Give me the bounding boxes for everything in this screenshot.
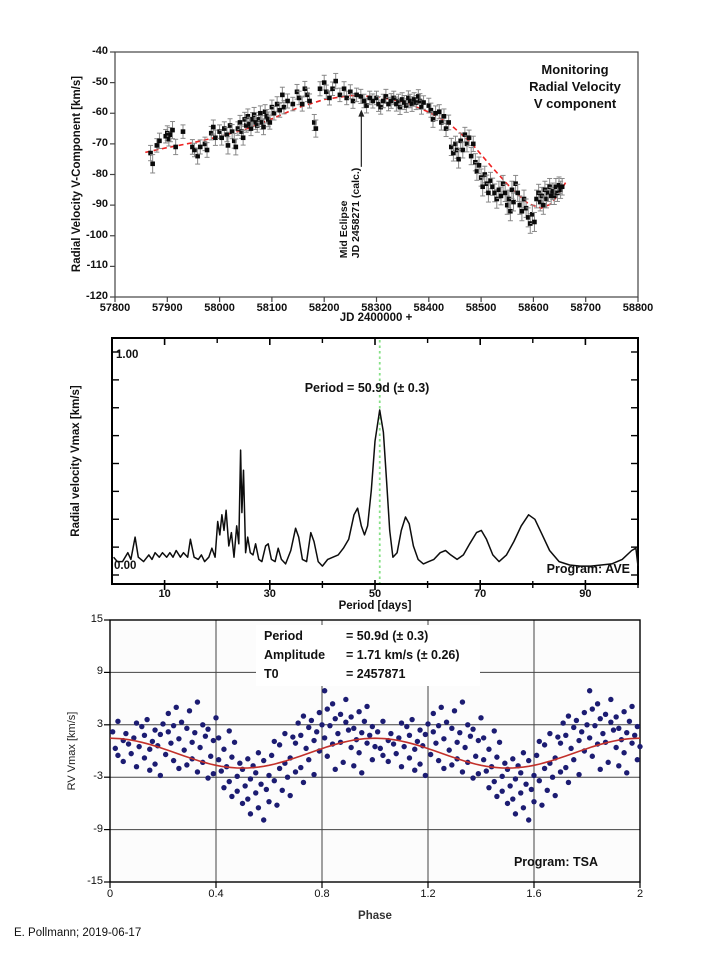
c2-y-axis-title: Radial velocity Vmax [km/s] — [70, 385, 82, 537]
c2-program-label: Program: AVE — [546, 562, 630, 576]
c1-title-line1: Monitoring — [541, 62, 609, 77]
tick-label: 58600 — [518, 302, 549, 314]
c2-x-axis-title: Period [days] — [338, 600, 412, 612]
tick-label: 57800 — [99, 302, 131, 314]
c3-x-axis-title: Phase — [358, 910, 392, 922]
tick-label: 58800 — [622, 302, 654, 314]
tick-label: -50 — [92, 75, 108, 88]
tick-label: 0.8 — [314, 888, 330, 900]
tick-label: -15 — [87, 875, 103, 887]
tick-label: 57900 — [152, 302, 183, 314]
tick-label: -110 — [86, 259, 108, 272]
c3-fit-t0-value: = 2457871 — [346, 667, 406, 681]
tick-label: 10 — [158, 588, 171, 600]
c1-title-line3: V component — [533, 96, 617, 111]
c3-fit-period-value: = 50.9d (± 0.3) — [346, 629, 429, 643]
tick-label: 50 — [368, 588, 382, 600]
tick-label: 3 — [96, 717, 103, 730]
tick-label: 0.4 — [208, 888, 224, 900]
tick-label: -40 — [92, 45, 108, 57]
tick-label: 2 — [636, 888, 644, 900]
c1-mid-eclipse-line1: Mid Eclipse — [338, 200, 350, 259]
c2-ymin-label: 0.00 — [114, 560, 137, 572]
tick-label: -9 — [93, 822, 103, 835]
c2-power-spectrum-curve — [114, 410, 638, 566]
tick-label: -60 — [92, 106, 108, 119]
tick-label: 58300 — [361, 302, 392, 314]
tick-label: 15 — [90, 613, 103, 625]
c3-fit-t0-label: T0 — [264, 667, 279, 681]
c1-y-axis-title: Radial Velocity V-Component [km/s] — [71, 75, 83, 273]
tick-label: 70 — [474, 588, 487, 600]
c2-period-annotation: Period = 50.9d (± 0.3) — [304, 381, 430, 395]
tick-label: 58700 — [570, 302, 601, 314]
tick-label: -90 — [92, 198, 108, 211]
c1-eclipse-arrowhead — [358, 110, 364, 117]
c3-fit-period-label: Period — [264, 629, 303, 643]
credit-footer: E. Pollmann; 2019-06-17 — [14, 927, 142, 939]
c1-title-line2: Radial Velocity — [529, 79, 621, 94]
c3-fit-row-period — [264, 627, 476, 646]
c3-fit-amplitude-label: Amplitude — [264, 648, 326, 662]
tick-label: 58000 — [204, 302, 235, 314]
tick-label: -80 — [92, 167, 108, 180]
tick-label: 1.6 — [526, 888, 542, 900]
tick-label: 90 — [579, 588, 592, 600]
tick-label: 58500 — [465, 302, 497, 314]
c3-fit-row-amplitude — [264, 646, 476, 665]
tick-label: 9 — [96, 665, 103, 678]
tick-label: -100 — [85, 228, 108, 241]
c1-x-axis-title: JD 2400000 + — [339, 312, 413, 324]
c3-y-axis-title: RV Vmax [km/s] — [66, 711, 78, 791]
tick-label: 1.2 — [420, 888, 436, 900]
c3-fit-results — [256, 625, 480, 686]
c2-plot-box — [112, 338, 638, 584]
c3-fit-row-t0 — [264, 665, 476, 684]
tick-label: 58200 — [308, 302, 340, 314]
c1-title — [460, 61, 690, 112]
tick-label: 58100 — [256, 302, 288, 314]
c3-fit-amplitude-value: = 1.71 km/s (± 0.26) — [346, 648, 460, 662]
tick-label: -70 — [92, 136, 108, 149]
tick-label: -3 — [93, 770, 103, 783]
tick-label: -120 — [85, 290, 108, 302]
c3-program-label: Program: TSA — [513, 855, 598, 869]
c2-ymax-label: 1.00 — [116, 349, 139, 361]
tick-label: 58400 — [413, 302, 445, 314]
c1-mid-eclipse-annotation — [338, 168, 362, 258]
c1-mid-eclipse-line2: JD 2458271 (calc.) — [350, 167, 362, 259]
tick-label: 0 — [106, 888, 114, 900]
tick-label: 30 — [263, 588, 276, 600]
